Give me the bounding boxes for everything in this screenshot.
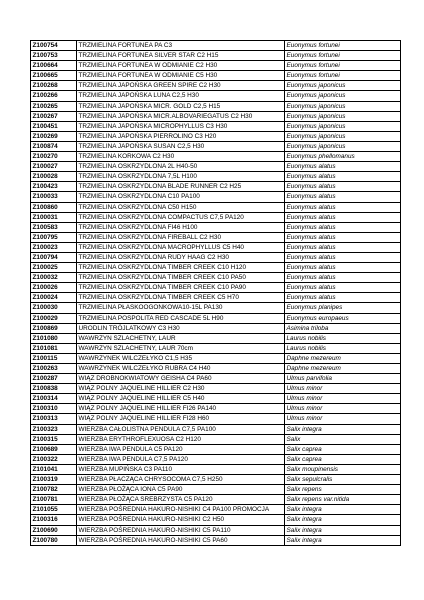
latin-name-cell: Salix integra (285, 424, 401, 434)
table-row (31, 131, 401, 141)
latin-name-cell: Euonymus europaeus (285, 313, 401, 323)
product-code-cell: Z100780 (31, 535, 77, 545)
product-code-cell: Z100026 (31, 283, 77, 293)
product-name-cell: TRZMIELINA FORTUNEA W ODMIANIE C5 H30 (77, 71, 285, 81)
product-code-cell: Z100665 (31, 71, 77, 81)
table-row (31, 232, 401, 242)
table-row (31, 101, 401, 111)
product-name-cell: WIERZBA POŚREDNIA HAKURO-NISHIKI C5 PA60 (77, 535, 285, 545)
product-code-cell: Z100269 (31, 131, 77, 141)
product-name-cell: WIERZBA IWA PENDULA C5 PA120 (77, 444, 285, 454)
product-code-cell: Z100268 (31, 81, 77, 91)
table-row (31, 61, 401, 71)
product-name-cell: TRZMIELINA OSKRZYDLONA BLADE RUNNER C2 H25 (77, 182, 285, 192)
latin-name-cell: Daphne mezereum (285, 353, 401, 363)
table-row (31, 343, 401, 353)
product-name-cell: WIERZBA CAŁOLISTNA PENDULA C7,5 PA100 (77, 424, 285, 434)
product-code-cell: Z100028 (31, 172, 77, 182)
latin-name-cell: Euonymus alatus (285, 263, 401, 273)
table-row (31, 323, 401, 333)
product-code-cell: Z101080 (31, 333, 77, 343)
product-code-cell: Z100781 (31, 495, 77, 505)
table-row (31, 464, 401, 474)
product-code-cell: Z100316 (31, 515, 77, 525)
product-code-cell: Z100265 (31, 101, 77, 111)
product-code-cell: Z100838 (31, 384, 77, 394)
product-code-cell: Z100451 (31, 121, 77, 131)
product-code-cell: Z100794 (31, 252, 77, 262)
latin-name-cell: Salix repens (285, 485, 401, 495)
table-row (31, 81, 401, 91)
product-name-cell: WIERZBA POŚREDNIA HAKURO-NISHIKI C5 PA110 (77, 525, 285, 535)
product-name-cell: TRZMIELINA FORTUNEA W ODMIANIE C2 H30 (77, 61, 285, 71)
product-code-cell: Z100270 (31, 152, 77, 162)
latin-name-cell: Salix integra (285, 515, 401, 525)
latin-name-cell: Ulmus minor (285, 414, 401, 424)
product-name-cell: WAWRZYN SZLACHETNY, LAUR 70cm (77, 343, 285, 353)
product-code-cell: Z100023 (31, 242, 77, 252)
latin-name-cell: Euonymus japonicus (285, 141, 401, 151)
product-name-cell: TRZMIELINA JAPOŃSKA GREEN SPIRE C2 H30 (77, 81, 285, 91)
latin-name-cell: Euonymus japonicus (285, 111, 401, 121)
table-row (31, 525, 401, 535)
product-code-cell: Z100319 (31, 475, 77, 485)
product-code-cell: Z100031 (31, 212, 77, 222)
table-row (31, 283, 401, 293)
latin-name-cell: Euonymus alatus (285, 293, 401, 303)
product-name-cell: WAWRZYNEK WILCZEŁYKO C1,5 H35 (77, 353, 285, 363)
product-code-cell: Z100795 (31, 232, 77, 242)
product-name-cell: TRZMIELINA JAPOŃSKA SUSAN C2,5 H30 (77, 141, 285, 151)
latin-name-cell: Euonymus japonicus (285, 91, 401, 101)
latin-name-cell: Euonymus fortunei (285, 61, 401, 71)
table-row (31, 505, 401, 515)
table-row (31, 41, 401, 51)
latin-name-cell: Salix caprea (285, 454, 401, 464)
product-code-cell: Z100287 (31, 374, 77, 384)
product-name-cell: TRZMIELINA OSKRZYDLONA 7,5L H100 (77, 172, 285, 182)
latin-name-cell: Euonymus alatus (285, 273, 401, 283)
product-code-cell: Z100024 (31, 293, 77, 303)
table-row (31, 222, 401, 232)
table-row (31, 364, 401, 374)
product-code-cell: Z100753 (31, 51, 77, 61)
product-code-cell: Z100689 (31, 444, 77, 454)
product-code-cell: Z100860 (31, 202, 77, 212)
product-name-cell: WIERZBA PŁACZĄCA CHRYSOCOMA C7,5 H250 (77, 475, 285, 485)
latin-name-cell: Euonymus fortunei (285, 41, 401, 51)
product-name-cell: WIĄZ POLNY JAQUELINE HILLIER FI26 PA140 (77, 404, 285, 414)
product-code-cell: Z100310 (31, 404, 77, 414)
latin-name-cell: Euonymus alatus (285, 182, 401, 192)
product-name-cell: WIĄZ POLNY JAQUELINE HILLIER C5 H40 (77, 394, 285, 404)
product-name-cell: WIERZBA PŁOŻĄCA SREBRZYSTA C5 PA120 (77, 495, 285, 505)
product-code-cell: Z100869 (31, 323, 77, 333)
latin-name-cell: Euonymus alatus (285, 172, 401, 182)
table-row (31, 273, 401, 283)
table-row (31, 111, 401, 121)
product-code-cell: Z100423 (31, 182, 77, 192)
table-row (31, 414, 401, 424)
table-row (31, 353, 401, 363)
latin-name-cell: Euonymus alatus (285, 252, 401, 262)
product-name-cell: TRZMIELINA OSKRZYDLONA COMPACTUS C7,5 PA120 (77, 212, 285, 222)
product-code-cell: Z100313 (31, 414, 77, 424)
product-name-cell: TRZMIELINA FORTUNEA PA C3 (77, 41, 285, 51)
product-name-cell: TRZMIELINA PŁASKOOGONKOWA10-15L PA130 (77, 303, 285, 313)
table-row (31, 252, 401, 262)
table-row (31, 263, 401, 273)
product-name-cell: TRZMIELINA OSKRZYDLONA RUDY HAAG C2 H30 (77, 252, 285, 262)
product-name-cell: TRZMIELINA JAPOŃSKA PIERROLINO C3 H20 (77, 131, 285, 141)
table-row (31, 303, 401, 313)
table-row (31, 475, 401, 485)
latin-name-cell: Euonymus phellomanus (285, 152, 401, 162)
product-name-cell: WAWRZYNEK WILCZEŁYKO RUBRA C4 H40 (77, 364, 285, 374)
table-row (31, 162, 401, 172)
product-table (30, 40, 401, 546)
product-name-cell: WAWRZYN SZLACHETNY, LAUR (77, 333, 285, 343)
product-code-cell: Z100032 (31, 273, 77, 283)
product-code-cell: Z100314 (31, 394, 77, 404)
latin-name-cell: Euonymus japonicus (285, 131, 401, 141)
table-row (31, 495, 401, 505)
product-code-cell: Z100025 (31, 263, 77, 273)
product-code-cell: Z100583 (31, 222, 77, 232)
table-row (31, 384, 401, 394)
product-name-cell: TRZMIELINA KORKOWA C2 H30 (77, 152, 285, 162)
product-name-cell: WIERZBA ERYTHROFLEXUOSA C2 H120 (77, 434, 285, 444)
latin-name-cell: Euonymus alatus (285, 232, 401, 242)
latin-name-cell: Salix caprea (285, 444, 401, 454)
product-name-cell: TRZMIELINA JAPOŃSKA MICR.ALBOVARIEGATUS C2 H30 (77, 111, 285, 121)
latin-name-cell: Salix integra (285, 505, 401, 515)
latin-name-cell: Asimina triloba (285, 323, 401, 333)
latin-name-cell: Euonymus alatus (285, 242, 401, 252)
latin-name-cell: Euonymus fortunei (285, 51, 401, 61)
product-name-cell: TRZMIELINA POSPOLITA RED CASCADE 5L H90 (77, 313, 285, 323)
table-row (31, 152, 401, 162)
product-code-cell: Z100033 (31, 192, 77, 202)
product-name-cell: TRZMIELINA OSKRZYDLONA TIMBER CREEK C10 PA50 (77, 273, 285, 283)
product-name-cell: URODLIN TRÓJLATKOWY C3 H30 (77, 323, 285, 333)
product-name-cell: WIERZBA PŁOŻĄCA IONA C5 PA90 (77, 485, 285, 495)
product-name-cell: TRZMIELINA JAPOŃSKA LUNA C2,5 H30 (77, 91, 285, 101)
latin-name-cell: Euonymus alatus (285, 192, 401, 202)
product-name-cell: TRZMIELINA JAPOŃSKA MICR. GOLD C2,5 H15 (77, 101, 285, 111)
table-row (31, 51, 401, 61)
table-row (31, 71, 401, 81)
product-name-cell: TRZMIELINA OSKRZYDLONA C50 H150 (77, 202, 285, 212)
document-page (30, 40, 394, 546)
latin-name-cell: Salix sepulcralis (285, 475, 401, 485)
latin-name-cell: Euonymus japonicus (285, 101, 401, 111)
table-row (31, 374, 401, 384)
table-row (31, 444, 401, 454)
product-code-cell: Z101041 (31, 464, 77, 474)
product-name-cell: WIĄZ POLNY JAQUELINE HILLIER C2 H30 (77, 384, 285, 394)
table-row (31, 424, 401, 434)
product-name-cell: WIERZBA POŚREDNIA HAKURO-NISHIKI C4 PA100 PROMOCJA (77, 505, 285, 515)
product-code-cell: Z100874 (31, 141, 77, 151)
latin-name-cell: Salix integra (285, 525, 401, 535)
latin-name-cell: Euonymus japonicus (285, 121, 401, 131)
table-row (31, 141, 401, 151)
table-row (31, 121, 401, 131)
product-code-cell: Z100266 (31, 91, 77, 101)
product-name-cell: TRZMIELINA OSKRZYDLONA MACROPHYLLUS C5 H40 (77, 242, 285, 252)
latin-name-cell: Ulmus minor (285, 384, 401, 394)
product-name-cell: TRZMIELINA OSKRZYDLONA TIMBER CREEK C10 PA90 (77, 283, 285, 293)
product-name-cell: WIERZBA POŚREDNIA HAKURO-NISHIKI C2 H50 (77, 515, 285, 525)
table-row (31, 485, 401, 495)
table-row (31, 202, 401, 212)
latin-name-cell: Euonymus alatus (285, 283, 401, 293)
latin-name-cell: Daphne mezereum (285, 364, 401, 374)
product-name-cell: WIERZBA MUPIŃSKA C3 PA110 (77, 464, 285, 474)
product-name-cell: TRZMIELINA JAPOŃSKA MICROPHYLLUS C3 H30 (77, 121, 285, 131)
table-row (31, 454, 401, 464)
latin-name-cell: Laurus nobilis (285, 343, 401, 353)
product-code-cell: Z100664 (31, 61, 77, 71)
product-code-cell: Z100315 (31, 434, 77, 444)
product-name-cell: WIERZBA IWA PENDULA C7,5 PA120 (77, 454, 285, 464)
latin-name-cell: Ulmus minor (285, 394, 401, 404)
latin-name-cell: Salix integra (285, 535, 401, 545)
product-name-cell: WIĄZ DROBNOKWIATOWY GEISHA C4 PA60 (77, 374, 285, 384)
table-row (31, 394, 401, 404)
latin-name-cell: Ulmus parvifolia (285, 374, 401, 384)
product-code-cell: Z101055 (31, 505, 77, 515)
table-row (31, 172, 401, 182)
latin-name-cell: Euonymus alatus (285, 162, 401, 172)
table-row (31, 242, 401, 252)
table-row (31, 434, 401, 444)
table-row (31, 91, 401, 101)
latin-name-cell: Euonymus fortunei (285, 71, 401, 81)
product-code-cell: Z100115 (31, 353, 77, 363)
table-row (31, 313, 401, 323)
product-code-cell: Z100030 (31, 303, 77, 313)
product-name-cell: TRZMIELINA OSKRZYDLONA TIMBER CREEK C10 H120 (77, 263, 285, 273)
product-code-cell: Z100690 (31, 525, 77, 535)
latin-name-cell: Euonymus alatus (285, 202, 401, 212)
product-name-cell: TRZMIELINA OSKRZYDLONA 2L H40-50 (77, 162, 285, 172)
latin-name-cell: Salix (285, 434, 401, 444)
product-code-cell: Z100027 (31, 162, 77, 172)
table-row (31, 515, 401, 525)
table-row (31, 182, 401, 192)
table-row (31, 404, 401, 414)
product-code-cell: Z100029 (31, 313, 77, 323)
table-row (31, 293, 401, 303)
product-name-cell: TRZMIELINA FORTUNEA SILVER STAR C2 H15 (77, 51, 285, 61)
table-row (31, 212, 401, 222)
latin-name-cell: Euonymus japonicus (285, 81, 401, 91)
product-code-cell: Z100323 (31, 424, 77, 434)
table-row (31, 535, 401, 545)
product-code-cell: Z100267 (31, 111, 77, 121)
latin-name-cell: Euonymus planipes (285, 303, 401, 313)
product-code-cell: Z101081 (31, 343, 77, 353)
latin-name-cell: Salix moupinensis (285, 464, 401, 474)
latin-name-cell: Laurus nobilis (285, 333, 401, 343)
product-code-cell: Z100263 (31, 364, 77, 374)
product-name-cell: TRZMIELINA OSKRZYDLONA TIMBER CREEK C5 H70 (77, 293, 285, 303)
product-name-cell: WIĄZ POLNY JAQUELINE HILLIER FI28 H60 (77, 414, 285, 424)
latin-name-cell: Euonymus alatus (285, 222, 401, 232)
table-row (31, 192, 401, 202)
product-name-cell: TRZMIELINA OSKRZYDLONA FI46 H100 (77, 222, 285, 232)
latin-name-cell: Salix repens var.nitida (285, 495, 401, 505)
latin-name-cell: Euonymus alatus (285, 212, 401, 222)
latin-name-cell: Ulmus minor (285, 404, 401, 414)
product-name-cell: TRZMIELINA OSKRZYDLONA C10 PA100 (77, 192, 285, 202)
product-table-body (31, 41, 401, 546)
product-code-cell: Z100322 (31, 454, 77, 464)
table-row (31, 333, 401, 343)
product-name-cell: TRZMIELINA OSKRZYDLONA FIREBALL C2 H30 (77, 232, 285, 242)
product-code-cell: Z100754 (31, 41, 77, 51)
product-code-cell: Z100782 (31, 485, 77, 495)
